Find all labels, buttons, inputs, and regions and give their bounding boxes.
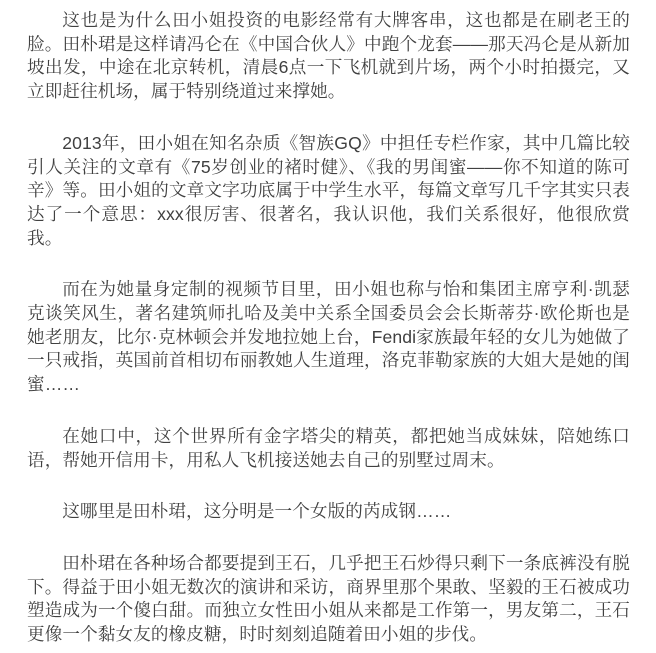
article-body	[27, 9, 630, 647]
article-paragraph: 而在为她量身定制的视频节目里，田小姐也称与怡和集团主席亨利·凯瑟克谈笑风生，著名建筑师扎哈及美中关系全国委员会会长斯蒂芬·欧伦斯也是她老朋友，比尔·克林顿会并发地拉她上台，Fendi家族最年轻的女儿为她做了一只戒指，英国前首相切布丽教她人生道理，洛克菲勒家族的大姐大是她的闺蜜……	[27, 279, 630, 395]
article-paragraph: 这也是为什么田小姐投资的电影经常有大牌客串，这也都是在刷老王的脸。田朴珺是这样请冯仑在《中国合伙人》中跑个龙套——那天冯仑是从新加坡出发，中途在北京转机，清晨6点一下飞机就到片场，两个小时拍摄完，又立即赶往机场，属于特别绕道过来撑她。	[27, 10, 630, 102]
article-paragraph: 2013年，田小姐在知名杂质《智族GQ》中担任专栏作家，其中几篇比较引人关注的文章有《75岁创业的褚时健》、《我的男闺蜜——你不知道的陈可辛》等。田小姐的文章文字功底属于中学生水平，每篇文章写几千字其实只表达了一个意思：xxx很厉害、很著名，我认识他，我们关系很好，他很欣赏我。	[27, 132, 630, 248]
article-paragraph: 田朴珺在各种场合都要提到王石，几乎把王石炒得只剩下一条底裤没有脱下。得益于田小姐无数次的演讲和采访，商界里那个果敢、坚毅的王石被成功塑造成为一个傻白甜。而独立女性田小姐从来都是工作第一，男友第二，王石更像一个黏女友的橡皮糖，时时刻刻追随着田小姐的步伐。	[27, 552, 630, 645]
article-paragraph: 这哪里是田朴珺，这分明是一个女版的芮成钢……	[62, 501, 452, 522]
article-paragraph: 在她口中，这个世界所有金字塔尖的精英，都把她当成妹妹，陪她练口语，帮她开信用卡，用私人飞机接送她去自己的别墅过周末。	[27, 425, 630, 470]
